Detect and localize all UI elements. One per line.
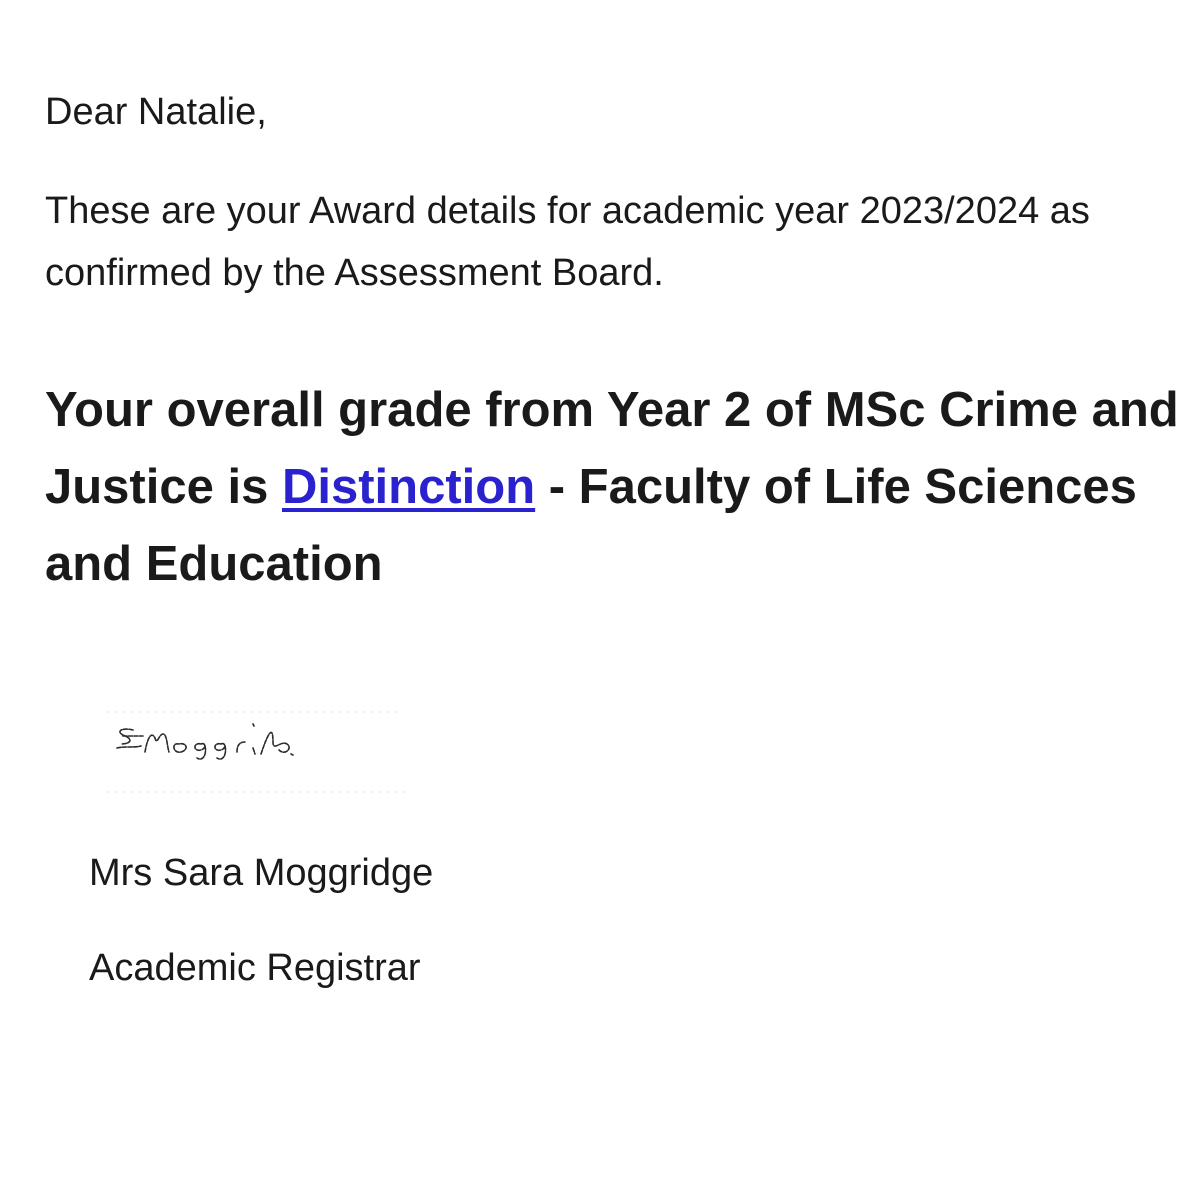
intro-paragraph: These are your Award details for academic year 2023/2024 as confirmed by the Assessment Board. — [45, 190, 1090, 294]
grade-prefix: Your overall grade from Year 2 of MSc Crime and Justice is — [45, 383, 1179, 514]
grade-suffix: - Faculty of Life Sciences and Education — [45, 460, 1137, 591]
signer-name: Mrs Sara Moggridge — [89, 852, 434, 894]
grade-statement — [45, 372, 1185, 603]
signer-title: Academic Registrar — [89, 947, 421, 989]
grade-link[interactable]: Distinction — [281, 460, 536, 514]
signature-image — [97, 700, 417, 800]
greeting-text: Dear Natalie, — [45, 91, 267, 133]
